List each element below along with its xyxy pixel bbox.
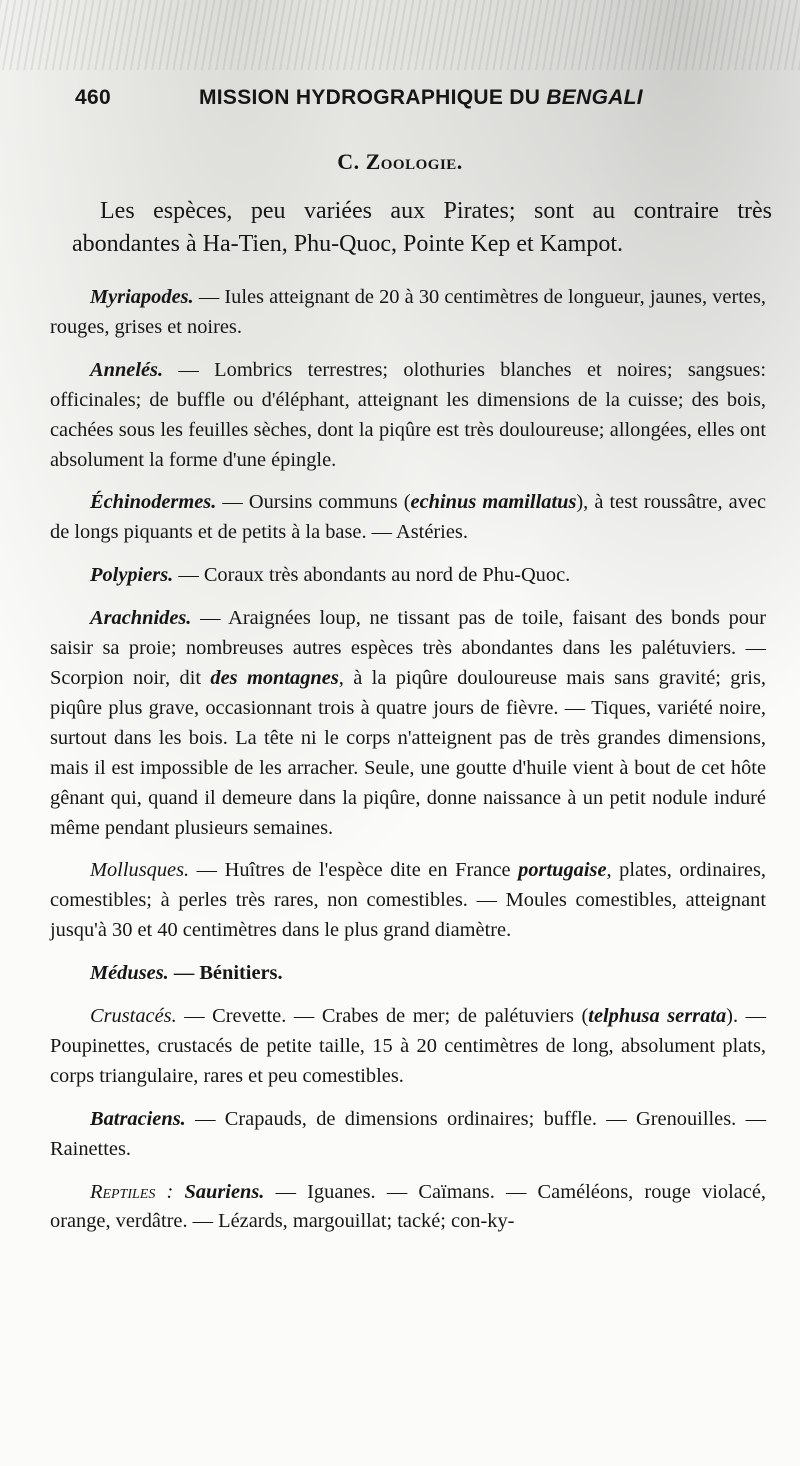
entry-text: — Huîtres de l'espèce dite en France — [189, 859, 519, 882]
entry-label: Polypiers. — [90, 564, 174, 587]
entry-italic-term: echinus mamillatus — [410, 491, 577, 514]
entry-label: Sauriens. — [184, 1180, 265, 1203]
entry-italic-term: telphusa serrata — [588, 1005, 727, 1028]
entry-anneles — [50, 356, 766, 476]
entry-text: — Crevette. — Crabes de mer; de palétuviers ( — [176, 1005, 589, 1028]
entry-label-separator: : — [155, 1180, 185, 1203]
entry-polypiers — [50, 561, 766, 591]
intro-paragraph: Les espèces, peu variées aux Pirates; sont au contraire très abondantes à Ha-Tien, Phu-Quoc, Pointe Kep et Kampot. — [72, 198, 772, 257]
entry-text: — Iguanes. — Caïmans. — Caméléons, rouge violacé, orange, verdâtre. — Lézards, margouillat; tacké; con-ky- — [50, 1180, 766, 1233]
entries-list — [50, 283, 766, 1250]
entry-label: Batraciens. — [90, 1107, 186, 1130]
entry-label: Crustacés. — [90, 1005, 177, 1028]
entry-label: Myriapodes. — [90, 286, 194, 308]
entry-label: Échinodermes. — [90, 491, 217, 514]
section-title: C. Zoologie. — [337, 149, 463, 174]
entry-batraciens — [50, 1105, 766, 1165]
entry-text: — Coraux très abondants au nord de Phu-Quoc. — [173, 564, 571, 587]
entry-meduses — [50, 959, 766, 989]
entry-myriapodes — [50, 283, 766, 343]
running-title-text: MISSION HYDROGRAPHIQUE DU — [199, 86, 541, 109]
entry-crustaces — [50, 1002, 766, 1092]
entry-text: — Araignées loup, ne tissant pas de toile, faisant des bonds pour saisir sa proie; nombreuses autres espèces très abondantes dans les palétuviers. — Scorpion noir, dit — [50, 607, 766, 689]
entry-text: , à la piqûre douloureuse mais sans gravité; gris, piqûre plus grave, occasionnant trois à quatre jours de fièvre. — Tiques, variété noire, surtout dans les bois. La tête ni le corps n'atteignent pas de très grandes dimensions, mais il est impossible de les arracher. Seule, une goutte d'huile vient à bout de cet hôte gênant qui, quand il demeure dans la piqûre, donne naissance à un petit nodule induré même pendant plusieurs semaines. — [50, 666, 766, 839]
entry-reptiles — [50, 1178, 766, 1238]
page-number: 460 — [75, 86, 111, 109]
entry-text: — Iules atteignant de 20 à 30 centimètres de longueur, jaunes, vertes, rouges, grises et noires. — [50, 286, 766, 338]
running-title-italic: BENGALI — [546, 86, 643, 109]
entry-text: — Crapauds, de dimensions ordinaires; buffle. — Grenouilles. — Rainettes. — [50, 1107, 766, 1160]
entry-italic-term: des montagnes — [210, 666, 339, 689]
entry-label: Méduses. — [90, 962, 169, 985]
entry-mollusques — [50, 856, 766, 946]
entry-text: — Lombrics terrestres; olothuries blanches et noires; sangsues: officinales; de buffle ou d'éléphant, atteignant les dimensions de la cuisse; des bois, cachées sous les feuilles sèches, dont la piqûre est très douloureuse; allongées, elles ont absolument la forme d'une épingle. — [50, 358, 766, 471]
entry-text: ). — Poupinettes, crustacés de petite taille, 15 à 20 centimètres de long, absolument plats, corps triangulaire, rares et peu comestibles. — [50, 1005, 766, 1087]
entry-arachnides — [50, 604, 766, 843]
entry-echinodermes — [50, 488, 766, 548]
entry-text: — Oursins communs ( — [216, 491, 411, 514]
entry-label: Arachnides. — [90, 607, 192, 630]
scan-shadow — [0, 0, 800, 70]
entry-label-caps: Reptiles — [90, 1180, 156, 1203]
entry-label: Mollusques. — [90, 859, 190, 882]
entry-text: , plates, ordinaires, comestibles; à perles très rares, non comestibles. — Moules comestibles, atteignant jusqu'à 30 et 40 centimètres dans le plus grand diamètre. — [50, 859, 766, 942]
entry-text: ), à test roussâtre, avec de longs piquants et de petits à la base. — Astéries. — [50, 491, 766, 544]
entry-label: Annelés. — [90, 358, 164, 381]
running-title — [199, 86, 643, 110]
entry-text: — Bénitiers. — [168, 962, 283, 985]
entry-italic-term: portugaise — [518, 859, 607, 882]
running-header — [75, 86, 735, 116]
